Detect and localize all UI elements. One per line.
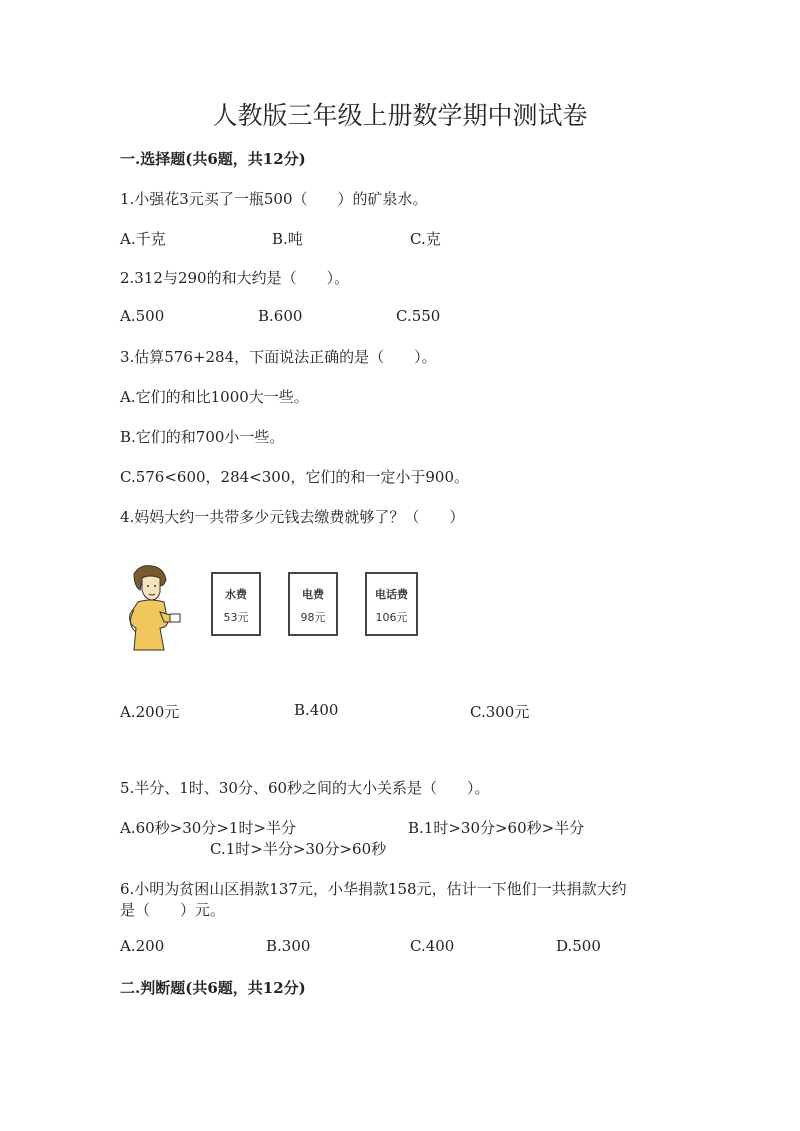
bill-phone-amount: 106元 bbox=[375, 611, 408, 624]
bill-electricity bbox=[288, 572, 338, 636]
q5-option-c: C.1时>半分>30分>60秒 bbox=[210, 840, 387, 858]
q2-option-b: B.600 bbox=[258, 307, 303, 325]
question-5: 5.半分、1时、30分、60秒之间的大小关系是（ ）。 bbox=[120, 779, 490, 797]
bill-phone-name: 电话费 bbox=[375, 588, 408, 601]
q4-option-c: C.300元 bbox=[470, 703, 530, 721]
mother-illustration bbox=[120, 562, 182, 652]
question-1: 1.小强花3元买了一瓶500（ ）的矿泉水。 bbox=[120, 190, 428, 208]
q3-option-b: B.它们的和700小一些。 bbox=[120, 428, 285, 446]
bill-electricity-amount: 98元 bbox=[300, 611, 326, 624]
q1-option-c: C.克 bbox=[410, 230, 441, 248]
bill-phone bbox=[365, 572, 418, 636]
bill-electricity-name: 电费 bbox=[302, 588, 324, 601]
q3-option-c: C.576<600，284<300，它们的和一定小于900。 bbox=[120, 468, 470, 486]
q3-option-a: A.它们的和比1000大一些。 bbox=[120, 388, 309, 406]
question-6-line-2: 是（ ）元。 bbox=[120, 901, 226, 919]
page-title: 人教版三年级上册数学期中测试卷 bbox=[212, 101, 588, 130]
q5-option-a: A.60秒>30分>1时>半分 bbox=[120, 819, 297, 837]
question-4: 4.妈妈大约一共带多少元钱去缴费就够了？（ ） bbox=[120, 508, 465, 526]
q6-option-b: B.300 bbox=[266, 937, 311, 955]
section-heading-choice: 一.选择题(共6题，共12分) bbox=[120, 150, 306, 168]
section-heading-judgement: 二.判断题(共6题，共12分) bbox=[120, 979, 306, 997]
q4-option-b: B.400 bbox=[294, 701, 339, 719]
bill-water-amount: 53元 bbox=[223, 611, 249, 624]
question-3: 3.估算576+284，下面说法正确的是（ ）。 bbox=[120, 348, 437, 366]
q4-option-a: A.200元 bbox=[120, 703, 180, 721]
bill-water bbox=[211, 572, 261, 636]
bill-water-name: 水费 bbox=[225, 588, 247, 601]
q6-option-c: C.400 bbox=[410, 937, 455, 955]
question-6-line-1: 6.小明为贫困山区捐款137元，小华捐款158元，估计一下他们一共捐款大约 bbox=[120, 880, 627, 898]
q6-option-d: D.500 bbox=[556, 937, 601, 955]
q2-option-a: A.500 bbox=[120, 307, 165, 325]
q5-option-b: B.1时>30分>60秒>半分 bbox=[408, 819, 585, 837]
question-2: 2.312与290的和大约是（ ）。 bbox=[120, 269, 350, 287]
q1-option-b: B.吨 bbox=[272, 230, 303, 248]
q1-option-a: A.千克 bbox=[120, 230, 166, 248]
q6-option-a: A.200 bbox=[120, 937, 165, 955]
q2-option-c: C.550 bbox=[396, 307, 441, 325]
